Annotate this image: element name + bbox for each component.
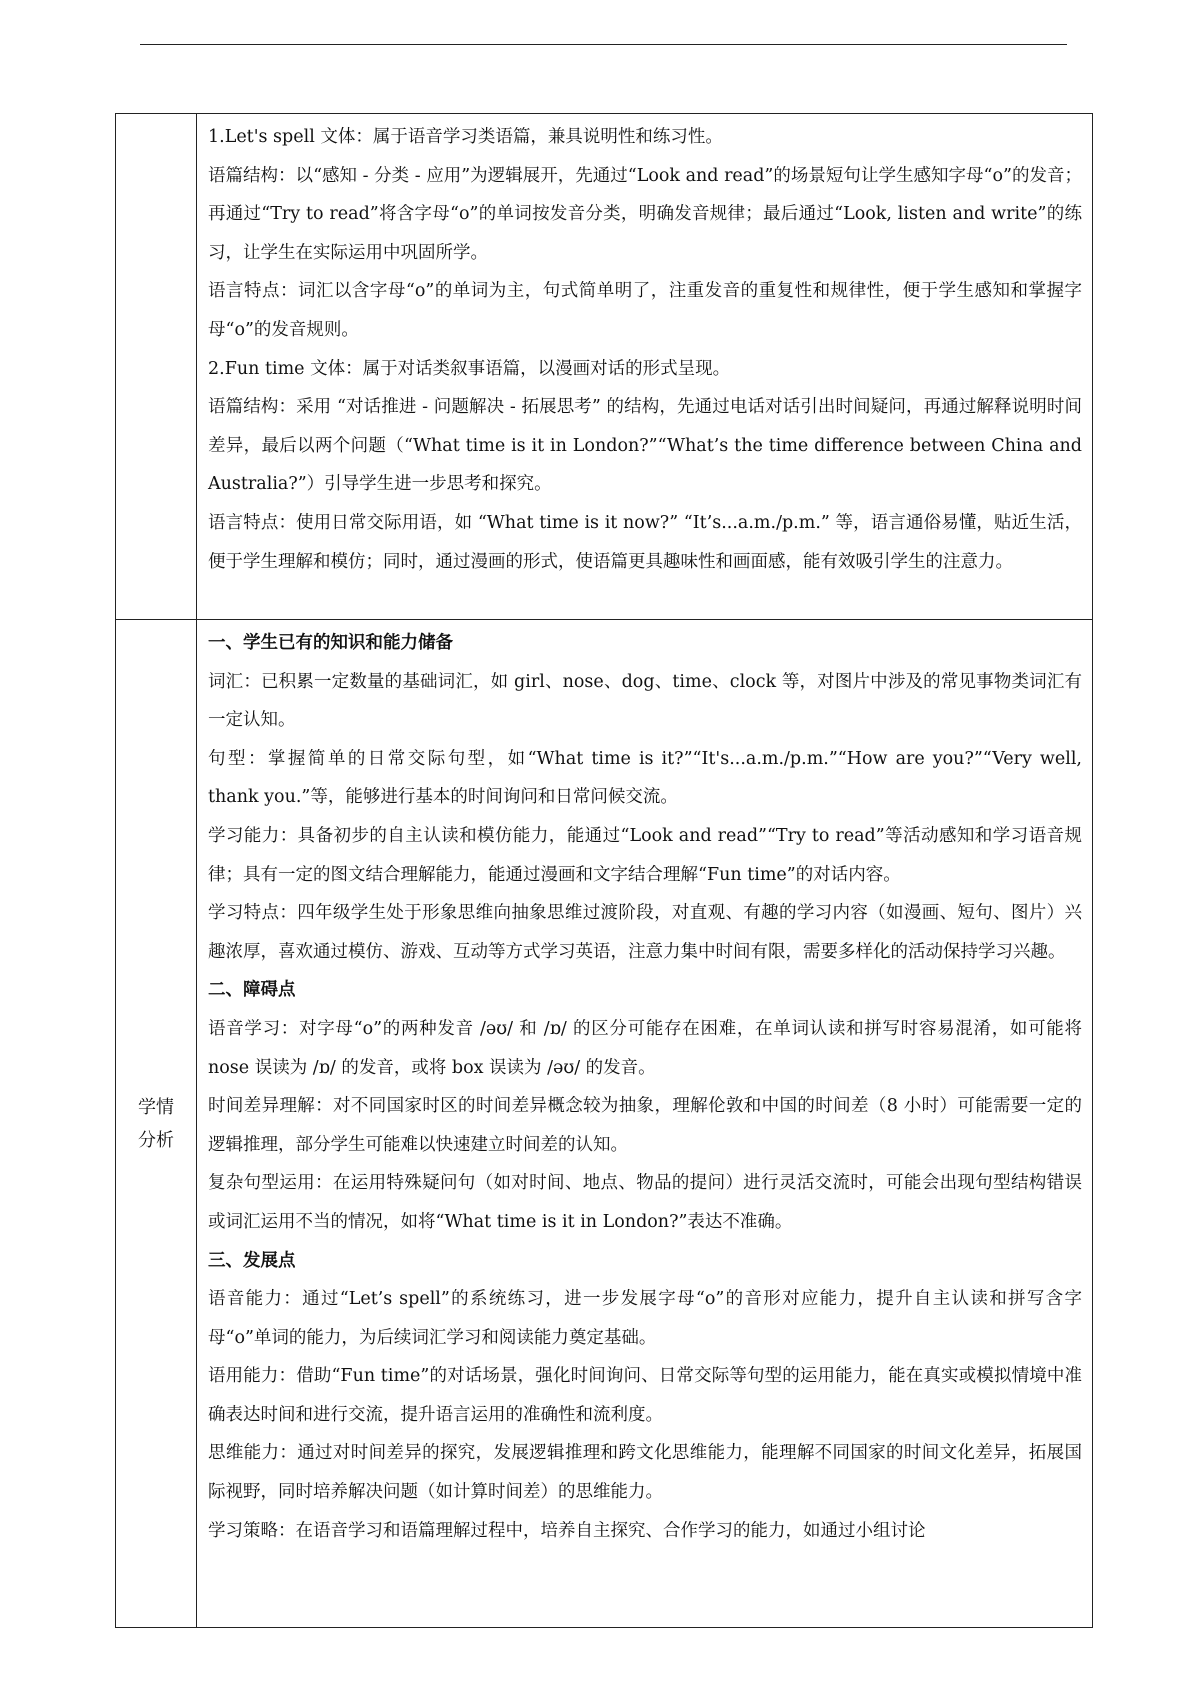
text-analysis-content xyxy=(197,114,1093,620)
paragraph: 词汇：已积累一定数量的基础词汇，如 girl、nose、dog、time、clock 等，对图片中涉及的常见事物类词汇有一定认知。 xyxy=(208,671,1082,731)
paragraph: 思维能力：通过对时间差异的探究，发展逻辑推理和跨文化思维能力，能理解不同国家的时间文化差异，拓展国际视野，同时培养解决问题（如计算时间差）的思维能力。 xyxy=(208,1443,1082,1503)
text-analysis-row xyxy=(116,114,1093,620)
lesson-plan-table xyxy=(115,113,1093,1628)
paragraph: 学习能力：具备初步的自主认读和模仿能力，能通过“Look and read”“Try to read”等活动感知和学习语音规律；具有一定的图文结合理解能力，能通过漫画和文字结合理解“Fun time”的对话内容。 xyxy=(208,825,1082,885)
paragraph: 语言特点：使用日常交际用语，如 “What time is it now?” “It’s...a.m./p.m.” 等，语言通俗易懂，贴近生活，便于学生理解和模仿；同时，通过漫画的形式，使语篇更具趣味性和画面感，能有效吸引学生的注意力。 xyxy=(208,512,1082,572)
paragraph: 语篇结构：采用 “对话推进 - 问题解决 - 拓展思考” 的结构，先通过电话对话引出时间疑问，再通过解释说明时间差异，最后以两个问题（“What time is it in London?”“What’s the time difference between China and Australia?”）引导学生进一步思考和探究。 xyxy=(208,397,1082,495)
paragraph: 语篇结构：以“感知 - 分类 - 应用”为逻辑展开，先通过“Look and read”的场景短句让学生感知字母“o”的发音；再通过“Try to read”将含字母“o”的单词按发音分类，明确发音规律；最后通过“Look, listen and write”的练习，让学生在实际运用中巩固所学。 xyxy=(208,165,1082,263)
student-analysis-row xyxy=(116,620,1093,1628)
section-heading: 三、发展点 xyxy=(208,1250,296,1271)
student-analysis-content xyxy=(197,620,1093,1628)
paragraph: 学习策略：在语音学习和语篇理解过程中，培养自主探究、合作学习的能力，如通过小组讨论 xyxy=(208,1520,926,1541)
section-heading: 二、障碍点 xyxy=(208,980,296,1001)
paragraph: 语言特点：词汇以含字母“o”的单词为主，句式简单明了，注重发音的重复性和规律性，便于学生感知和掌握字母“o”的发音规则。 xyxy=(208,281,1082,340)
section-heading: 一、学生已有的知识和能力储备 xyxy=(208,633,453,653)
paragraph: 2.Fun time 文体：属于对话类叙事语篇，以漫画对话的形式呈现。 xyxy=(208,358,731,379)
row-label-student-analysis: 学情分析 xyxy=(138,1096,174,1151)
paragraph: 复杂句型运用：在运用特殊疑问句（如对时间、地点、物品的提问）进行灵活交流时，可能会出现句型结构错误或词汇运用不当的情况，如将“What time is it in London?”表达不准确。 xyxy=(208,1173,1082,1232)
row-label-cell xyxy=(116,620,197,1628)
paragraph: 语用能力：借助“Fun time”的对话场景，强化时间询问、日常交际等句型的运用能力，能在真实或模拟情境中准确表达时间和进行交流，提升语言运用的准确性和流利度。 xyxy=(208,1366,1082,1425)
paragraph: 语音能力：通过“Let’s spell”的系统练习，进一步发展字母“o”的音形对应能力，提升自主认读和拼写含字母“o”单词的能力，为后续词汇学习和阅读能力奠定基础。 xyxy=(208,1289,1082,1348)
paragraph: 语音学习：对字母“o”的两种发音 /əʊ/ 和 /ɒ/ 的区分可能存在困难，在单词认读和拼写时容易混淆，如可能将 nose 误读为 /ɒ/ 的发音，或将 box 误读为 /əʊ/ 的发音。 xyxy=(208,1018,1082,1078)
paragraph: 句型：掌握简单的日常交际句型，如“What time is it?”“It's...a.m./p.m.”“How are you?”“Very well, thank you.”等，能够进行基本的时间询问和日常问候交流。 xyxy=(208,748,1082,808)
paragraph: 时间差异理解：对不同国家时区的时间差异概念较为抽象，理解伦敦和中国的时间差（8 小时）可能需要一定的逻辑推理，部分学生可能难以快速建立时间差的认知。 xyxy=(208,1096,1082,1155)
row-label-cell-empty xyxy=(116,114,197,620)
header-rule xyxy=(140,44,1067,45)
paragraph: 学习特点：四年级学生处于形象思维向抽象思维过渡阶段，对直观、有趣的学习内容（如漫画、短句、图片）兴趣浓厚，喜欢通过模仿、游戏、互动等方式学习英语，注意力集中时间有限，需要多样化的活动保持学习兴趣。 xyxy=(208,903,1082,962)
paragraph: 1.Let's spell 文体：属于语音学习类语篇，兼具说明性和练习性。 xyxy=(208,127,723,147)
